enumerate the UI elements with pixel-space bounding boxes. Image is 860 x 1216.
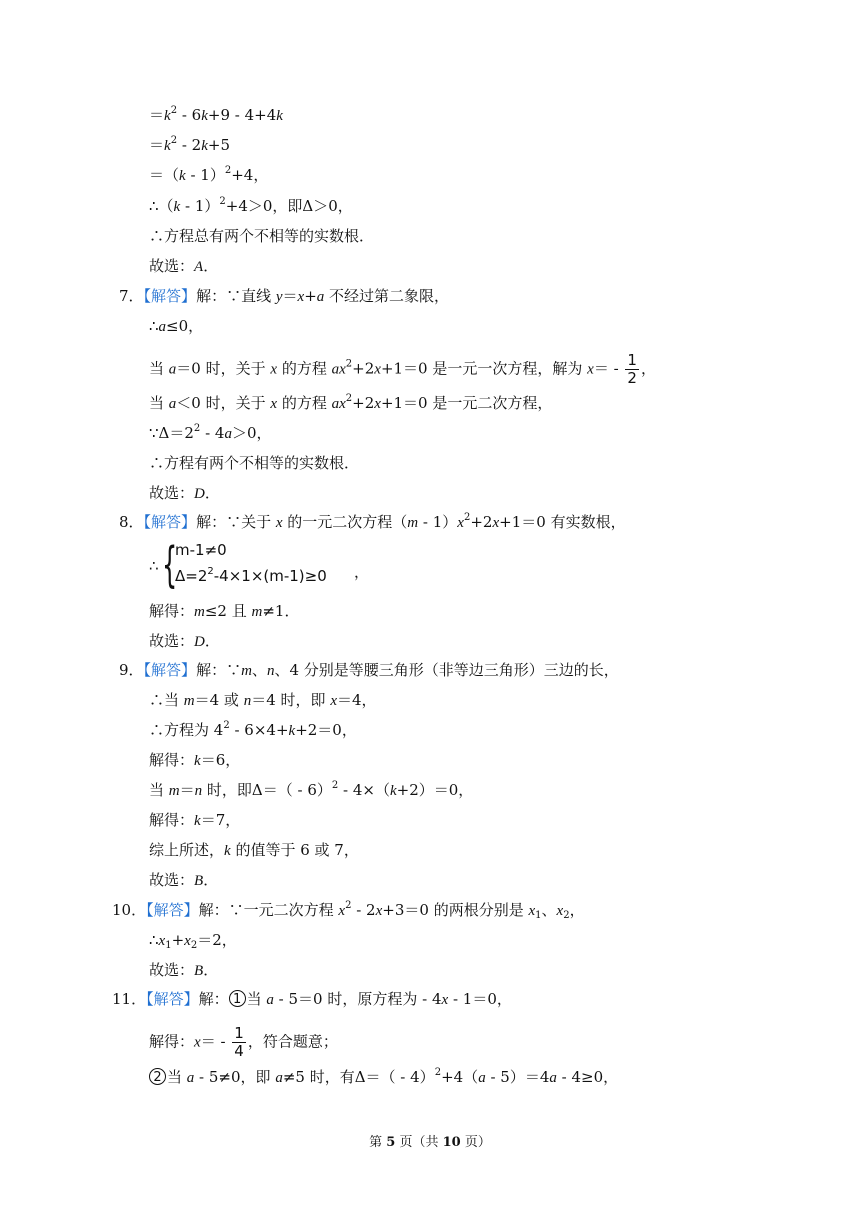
q7-line-5: ∴方程有两个不相等的实数根．: [149, 454, 360, 472]
fraction-one-quarter: $\frac{1}{4}$: [234, 1024, 244, 1060]
system-row-2: $\Delta=2^2-4\times 1\times(m-1)\ge 0$: [175, 566, 327, 585]
q10-solution-tag: 【解答】: [146, 901, 199, 919]
q8-solution-tag: 【解答】: [143, 513, 197, 531]
q9-line-5: 解得：k＝7，: [149, 811, 241, 829]
q6-line-1: $=k^2 - 6k+9 - 4+4k$: [149, 105, 283, 124]
q9-heading: 9．【解答】解：∵m、n、4 分别是等腰三角形（非等边三角形）三边的长，: [119, 661, 619, 679]
q7-line-4: $\because\Delta=2^2 - 4a>0$，: [149, 423, 272, 442]
q10-answer: 故选：B．: [149, 961, 219, 979]
q8-heading: 8．【解答】解：∵关于 x 的一元二次方程$(m - 1)x^2+2x+1=0$ 有实数根，: [119, 512, 626, 531]
document-page: $=k^2 - 6k+9 - 4+4k$ $=k^2 - 2k+5$ ＝（k - 1）$^2$+4， ∴（k - 1）$^2$+4＞0，即Δ＞0， ∴方程总有两个不相等的实数根． 故选：A． 7．【解答】解：∵直线 y＝x+a 不经过第二象限， ∴a≤0， 当 a＝0 时，关于 x 的方程 $ax^2+2x+1=0$ 是一元一次方程，解为 x＝ - $\frac{1}{2}$ ， 当 a＜0 时，关于 x 的方程 $ax^2+2x+1=0$ 是一元二次方程， $\because\Delta=2^2 - 4a>0$， ∴方程有两个不相等的实数根． 故选：D． 8．【解答】解：∵关于 x 的一元二次方程$(m - 1)x^2+2x+1=0$ 有实数根， ∴ { m-1≠0 $\Delta=2^2-4\times 1\times(m-1)\ge 0$ ， 解得：m≤2 且 m≠1． 故选：D． 9．【解答】解：∵m、n、4 分别是等腰三角形（非等边三角形）三边的长， ∴当 m＝4 或 n＝4 时，即 x＝4， ∴方程为 $4^2 - 6\times 4+k+2=0$， 解得：k＝6， 当 m＝n 时，即Δ＝（ - 6）$^2$ - 4×（k+2）＝0， 解得：k＝7， 综上所述，k 的值等于 6 或 7， 故选：B． 10．【解答】解：∵一元二次方程 $x^2 - 2x+3=0$ 的两根分别是 $x_1$、$x_2$， $\therefore x_1+x_2=2$， 故选：B． 11．【解答】解： 1 当 a - 5＝0 时，原方程为 - 4x - 1＝0， 解得：x＝ - $\frac{1}{4}$ ，符合题意； 2 当 a - 5≠0，即 a≠5 时，有Δ＝（ - 4）$^2$+4（a - 5）＝4a - 4≥0， 第 5 页（共 10 页）: [0, 0, 860, 1216]
q9-line-6: 综上所述，k 的值等于 6 或 7，: [149, 841, 359, 859]
q9-line-1: ∴当 m＝4 或 n＝4 时，即 x＝4，: [149, 691, 377, 709]
q10-line-1: $\therefore x_1+x_2=2$，: [149, 931, 237, 951]
q7-solution-tag: 【解答】: [143, 287, 197, 305]
q11-solution-tag: 【解答】: [146, 990, 199, 1008]
q6-line-5: ∴方程总有两个不相等的实数根．: [149, 227, 375, 245]
q9-answer: 故选：B．: [149, 871, 219, 889]
q9-line-4: 当 m＝n 时，即Δ＝（ - 6）$^2$ - 4×（k+2）＝0，: [149, 780, 474, 799]
q6-line-3: ＝（k - 1）$^2$+4，: [149, 165, 269, 184]
q6-line-2: $=k^2 - 2k+5$: [149, 135, 231, 154]
q11-line-1: 解得：x＝ - $\frac{1}{4}$ ，符合题意；: [149, 1024, 338, 1060]
q10-heading: 10．【解答】解：∵一元二次方程 $x^2 - 2x+3=0$ 的两根分别是 $x_1$、$x_2$，: [112, 900, 585, 921]
q7-line-3: 当 a＜0 时，关于 x 的方程 $ax^2+2x+1=0$ 是一元二次方程，: [149, 393, 553, 412]
q11-number: 11．: [112, 990, 147, 1008]
q11-heading: 11．【解答】解： 1 当 a - 5＝0 时，原方程为 - 4x - 1＝0，: [112, 990, 512, 1008]
q6-line-4: ∴（k - 1）$^2$+4＞0，即Δ＞0，: [149, 196, 353, 215]
q9-number: 9．: [119, 661, 144, 679]
page-footer: 第 5 页（共 10 页）: [369, 1135, 491, 1150]
q9-line-2: ∴方程为 $4^2 - 6\times 4+k+2=0$，: [149, 720, 357, 739]
q8-number: 8．: [119, 513, 144, 531]
circled-number-1: 1: [229, 990, 246, 1007]
q10-number: 10．: [112, 901, 147, 919]
q7-answer: 故选：D．: [149, 484, 220, 502]
total-pages: 10: [442, 1135, 461, 1150]
q9-solution-tag: 【解答】: [143, 661, 197, 679]
current-page-number: 5: [386, 1135, 396, 1150]
q7-line-2: 当 a＝0 时，关于 x 的方程 $ax^2+2x+1=0$ 是一元一次方程，解为 x＝ - $\frac{1}{2}$ ，: [149, 351, 656, 387]
q11-line-2: 2 当 a - 5≠0，即 a≠5 时，有Δ＝（ - 4）$^2$+4（a - 5）＝4a - 4≥0，: [149, 1067, 618, 1088]
q7-number: 7．: [119, 287, 144, 305]
q6-answer: 故选：A．: [149, 257, 219, 275]
q9-line-3: 解得：k＝6，: [149, 751, 241, 769]
system-row-1: m-1≠0: [175, 541, 227, 559]
q7-heading: 7．【解答】解：∵直线 y＝x+a 不经过第二象限，: [119, 287, 450, 305]
q8-answer: 故选：D．: [149, 632, 220, 650]
fraction-one-half: $\frac{1}{2}$: [627, 351, 637, 387]
circled-number-2: 2: [149, 1068, 166, 1085]
q7-line-1: ∴a≤0，: [149, 317, 204, 335]
q8-line-2: 解得：m≤2 且 m≠1．: [149, 602, 300, 620]
